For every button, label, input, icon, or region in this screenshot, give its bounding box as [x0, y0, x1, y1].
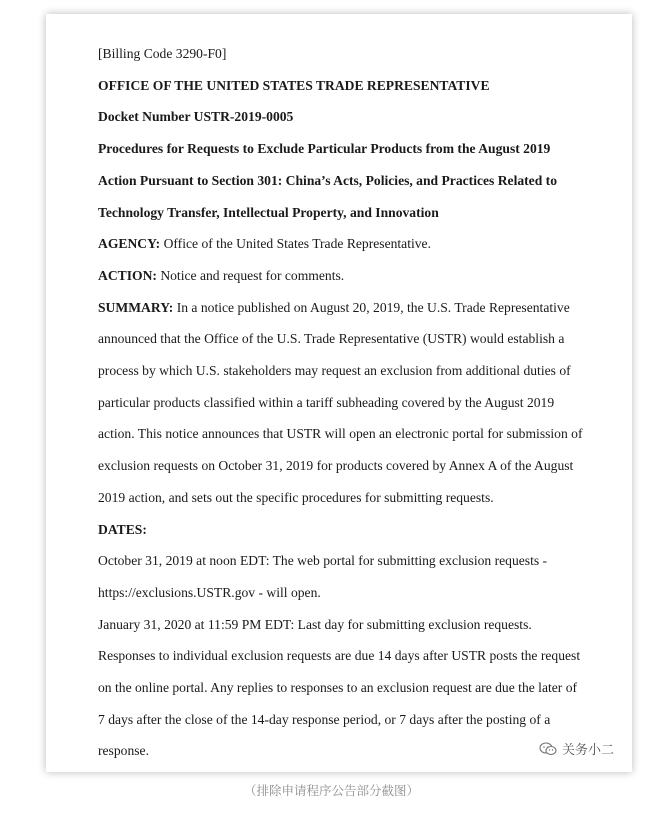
document-page [46, 14, 632, 772]
action-paragraph [98, 260, 602, 292]
watermark-text: 关务小二 [561, 743, 614, 758]
summary-line: process by which U.S. stakeholders may request an exclusion from additional duties of [98, 363, 571, 379]
summary-line: exclusion requests on October 31, 2019 for products covered by Annex A of the August [98, 458, 574, 474]
summary-text: In a notice published on August 20, 2019, the U.S. Trade Representative [173, 299, 570, 315]
dates-line: Responses to individual exclusion requests are due 14 days after USTR posts the request [98, 648, 581, 664]
summary-line: announced that the Office of the U.S. Trade Representative (USTR) would establish a [98, 331, 565, 347]
wechat-logo-icon [539, 742, 557, 756]
docket-number: Docket Number USTR-2019-0005 [98, 109, 294, 125]
watermark [539, 739, 614, 758]
dates-label: DATES: [98, 521, 147, 537]
title-line: Procedures for Requests to Exclude Particular Products from the August 2019 [98, 141, 551, 157]
dates-line: October 31, 2019 at noon EDT: The web portal for submitting exclusion requests - [98, 553, 548, 569]
agency-paragraph [98, 228, 602, 260]
action-label: ACTION: [98, 267, 157, 283]
office-heading: OFFICE OF THE UNITED STATES TRADE REPRESENTATIVE [98, 77, 490, 93]
agency-text: Office of the United States Trade Representative. [160, 236, 431, 252]
action-text: Notice and request for comments. [156, 267, 345, 283]
agency-label: AGENCY: [98, 236, 161, 252]
summary-label: SUMMARY: [98, 299, 174, 315]
summary-line: 2019 action, and sets out the specific procedures for submitting requests. [98, 489, 494, 505]
billing-code: [Billing Code 3290-F0] [98, 46, 227, 61]
dates-line: https://exclusions.USTR.gov - will open. [98, 584, 321, 600]
title-line: Action Pursuant to Section 301: China’s Acts, Policies, and Practices Related to [98, 172, 557, 188]
image-caption: （排除申请程序公告部分截图） [243, 783, 419, 798]
dates-line: response. [98, 743, 149, 759]
title-line: Technology Transfer, Intellectual Property, and Innovation [98, 204, 439, 220]
summary-line: action. This notice announces that USTR will open an electronic portal for submission of [98, 426, 583, 442]
dates-line: January 31, 2020 at 11:59 PM EDT: Last day for submitting exclusion requests. [98, 616, 532, 632]
dates-line: on the online portal. Any replies to responses to an exclusion request are due the later of [98, 680, 578, 696]
summary-line: particular products classified within a tariff subheading covered by the August 2019 [98, 394, 555, 410]
summary-first-line [98, 292, 602, 324]
dates-line: 7 days after the close of the 14-day response period, or 7 days after the posting of a [98, 711, 551, 727]
